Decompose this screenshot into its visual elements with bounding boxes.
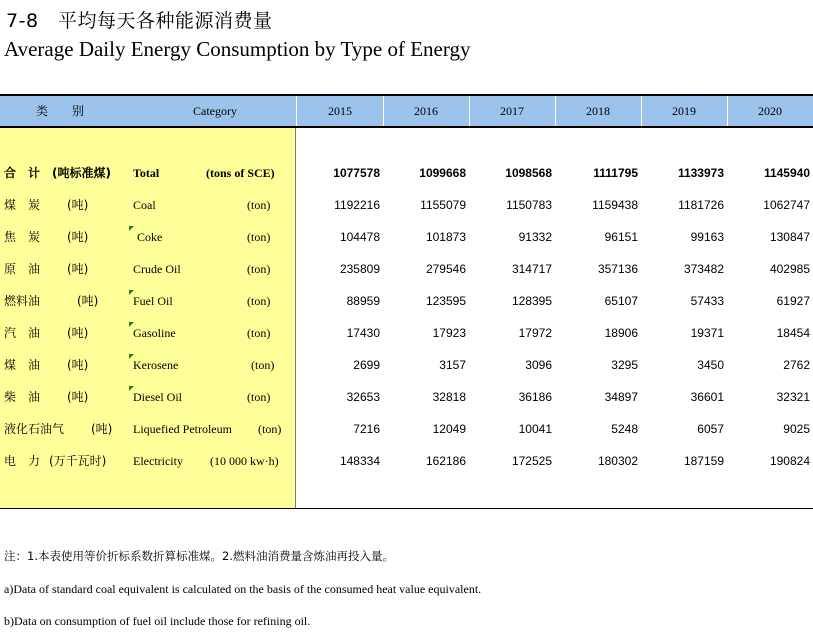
row-label-cn: 汽 油	[4, 326, 41, 340]
row-value: 187159	[683, 454, 724, 468]
header-year: 2015	[328, 104, 352, 118]
header-category-en: Category	[193, 104, 237, 118]
row-value: 3157	[439, 358, 466, 372]
row-value: 172525	[511, 454, 552, 468]
row-label-en: Gasoline	[133, 326, 176, 340]
header-year: 2019	[672, 104, 696, 118]
table-row	[0, 321, 813, 345]
row-label-cn: 合 计	[4, 166, 41, 180]
row-label-cn: 燃料油	[4, 294, 41, 308]
table-row	[0, 449, 813, 473]
row-label-en: Electricity	[133, 454, 183, 468]
row-label-en: Crude Oil	[133, 262, 181, 276]
comment-marker-icon	[129, 226, 134, 231]
footnote-cn: 注：1.本表使用等价折标系数折算标准煤。2.燃料油消费量含炼油再投入量。	[4, 549, 394, 563]
row-value: 3295	[611, 358, 638, 372]
row-value: 65107	[604, 294, 638, 308]
table-row	[0, 225, 813, 249]
row-value: 5248	[611, 422, 638, 436]
row-value: 2762	[783, 358, 810, 372]
row-value: 3450	[697, 358, 724, 372]
row-value: 402985	[769, 262, 810, 276]
table-row	[0, 385, 813, 409]
footnote-b: b)Data on consumption of fuel oil include those for refining oil.	[4, 614, 311, 628]
row-value: 148334	[339, 454, 380, 468]
row-value: 34897	[604, 390, 638, 404]
row-value: 91332	[518, 230, 552, 244]
row-unit-cn: (吨标准煤)	[52, 166, 111, 180]
row-value: 12049	[432, 422, 466, 436]
row-value: 279546	[425, 262, 466, 276]
row-value: 36186	[518, 390, 552, 404]
row-unit-en: (ton)	[247, 390, 271, 404]
row-value: 88959	[346, 294, 380, 308]
row-value: 1159438	[592, 198, 638, 212]
row-unit-en: (ton)	[251, 358, 275, 372]
row-value: 190824	[769, 454, 810, 468]
table-bottom-rule	[0, 508, 813, 509]
table-row	[0, 353, 813, 377]
footnote-a: a)Data of standard coal equivalent is calculated on the basis of the consumed heat value equivalent.	[4, 582, 482, 596]
row-unit-cn: (吨)	[77, 294, 99, 308]
row-value: 357136	[597, 262, 638, 276]
table-header	[0, 96, 813, 128]
row-value: 1099668	[419, 166, 466, 180]
table-row	[0, 417, 813, 441]
row-value: 17972	[518, 326, 552, 340]
row-value: 32653	[346, 390, 380, 404]
row-value: 101873	[425, 230, 466, 244]
row-value: 1145940	[763, 166, 810, 180]
row-value: 18454	[776, 326, 810, 340]
row-label-en: Total	[133, 166, 160, 180]
table-row	[0, 289, 813, 313]
row-value: 7216	[353, 422, 380, 436]
table-row	[0, 257, 813, 281]
row-value: 19371	[690, 326, 724, 340]
row-unit-en: (ton)	[247, 294, 271, 308]
row-label-cn: 煤 炭	[4, 198, 41, 212]
row-value: 1181726	[678, 198, 724, 212]
row-value: 235809	[339, 262, 380, 276]
row-value: 1155079	[420, 198, 466, 212]
row-label-en: Coal	[133, 198, 156, 212]
table-row	[0, 161, 813, 185]
row-unit-cn: (吨)	[67, 262, 89, 276]
row-value: 130847	[769, 230, 810, 244]
row-value: 373482	[683, 262, 724, 276]
row-value: 104478	[339, 230, 380, 244]
header-category-cn: 类 别	[35, 104, 84, 118]
row-value: 1062747	[763, 198, 810, 212]
row-label-en: Kerosene	[133, 358, 179, 372]
row-value: 32321	[776, 390, 810, 404]
row-unit-cn: (吨)	[67, 198, 89, 212]
page-title-cn: 7-8 平均每天各种能源消费量	[6, 10, 273, 32]
page-title-en: Average Daily Energy Consumption by Type of Energy	[4, 37, 471, 61]
row-value: 6057	[697, 422, 724, 436]
header-year: 2017	[500, 104, 524, 118]
row-label-en: Coke	[137, 230, 163, 244]
row-value: 17923	[432, 326, 466, 340]
row-label-en: Diesel Oil	[133, 390, 182, 404]
row-unit-cn: (吨)	[67, 358, 89, 372]
row-unit-en: (tons of SCE)	[206, 166, 275, 180]
row-unit-cn: (吨)	[91, 422, 113, 436]
row-unit-en: (ton)	[247, 198, 271, 212]
row-value: 123595	[425, 294, 466, 308]
row-value: 9025	[783, 422, 810, 436]
row-value: 36601	[690, 390, 724, 404]
row-label-cn: 焦 炭	[4, 230, 41, 244]
row-label-cn: 液化石油气	[4, 422, 65, 436]
row-unit-cn: (吨)	[67, 390, 89, 404]
row-value: 1077578	[333, 166, 380, 180]
row-value: 99163	[690, 230, 724, 244]
row-value: 17430	[346, 326, 380, 340]
header-year: 2018	[586, 104, 610, 118]
row-value: 1192216	[334, 198, 380, 212]
row-unit-en: (ton)	[247, 326, 271, 340]
row-value: 1150783	[506, 198, 552, 212]
row-value: 18906	[604, 326, 638, 340]
row-value: 96151	[604, 230, 638, 244]
row-value: 3096	[525, 358, 552, 372]
row-unit-en: (10 000 kw·h)	[210, 454, 279, 468]
row-value: 180302	[597, 454, 638, 468]
header-year: 2020	[758, 104, 782, 118]
row-label-cn: 柴 油	[4, 390, 41, 404]
row-value: 32818	[432, 390, 466, 404]
row-value: 57433	[690, 294, 724, 308]
row-value: 1111795	[593, 166, 638, 180]
row-unit-en: (ton)	[247, 262, 271, 276]
table-row	[0, 193, 813, 217]
row-label-cn: 电 力	[4, 454, 41, 468]
row-value: 1098568	[505, 166, 552, 180]
row-value: 314717	[511, 262, 552, 276]
row-unit-cn: (万千瓦时)	[49, 454, 107, 468]
row-label-en: Fuel Oil	[133, 294, 173, 308]
header-year: 2016	[414, 104, 438, 118]
row-value: 1133973	[677, 166, 724, 180]
row-value: 128395	[511, 294, 552, 308]
row-unit-en: (ton)	[258, 422, 282, 436]
row-unit-cn: (吨)	[67, 230, 89, 244]
row-label-en: Liquefied Petroleum	[133, 422, 232, 436]
row-unit-cn: (吨)	[67, 326, 89, 340]
row-value: 61927	[776, 294, 810, 308]
row-label-cn: 煤 油	[4, 358, 41, 372]
row-label-cn: 原 油	[4, 262, 41, 276]
row-value: 162186	[425, 454, 466, 468]
row-value: 10041	[518, 422, 552, 436]
row-value: 2699	[353, 358, 380, 372]
row-unit-en: (ton)	[247, 230, 271, 244]
